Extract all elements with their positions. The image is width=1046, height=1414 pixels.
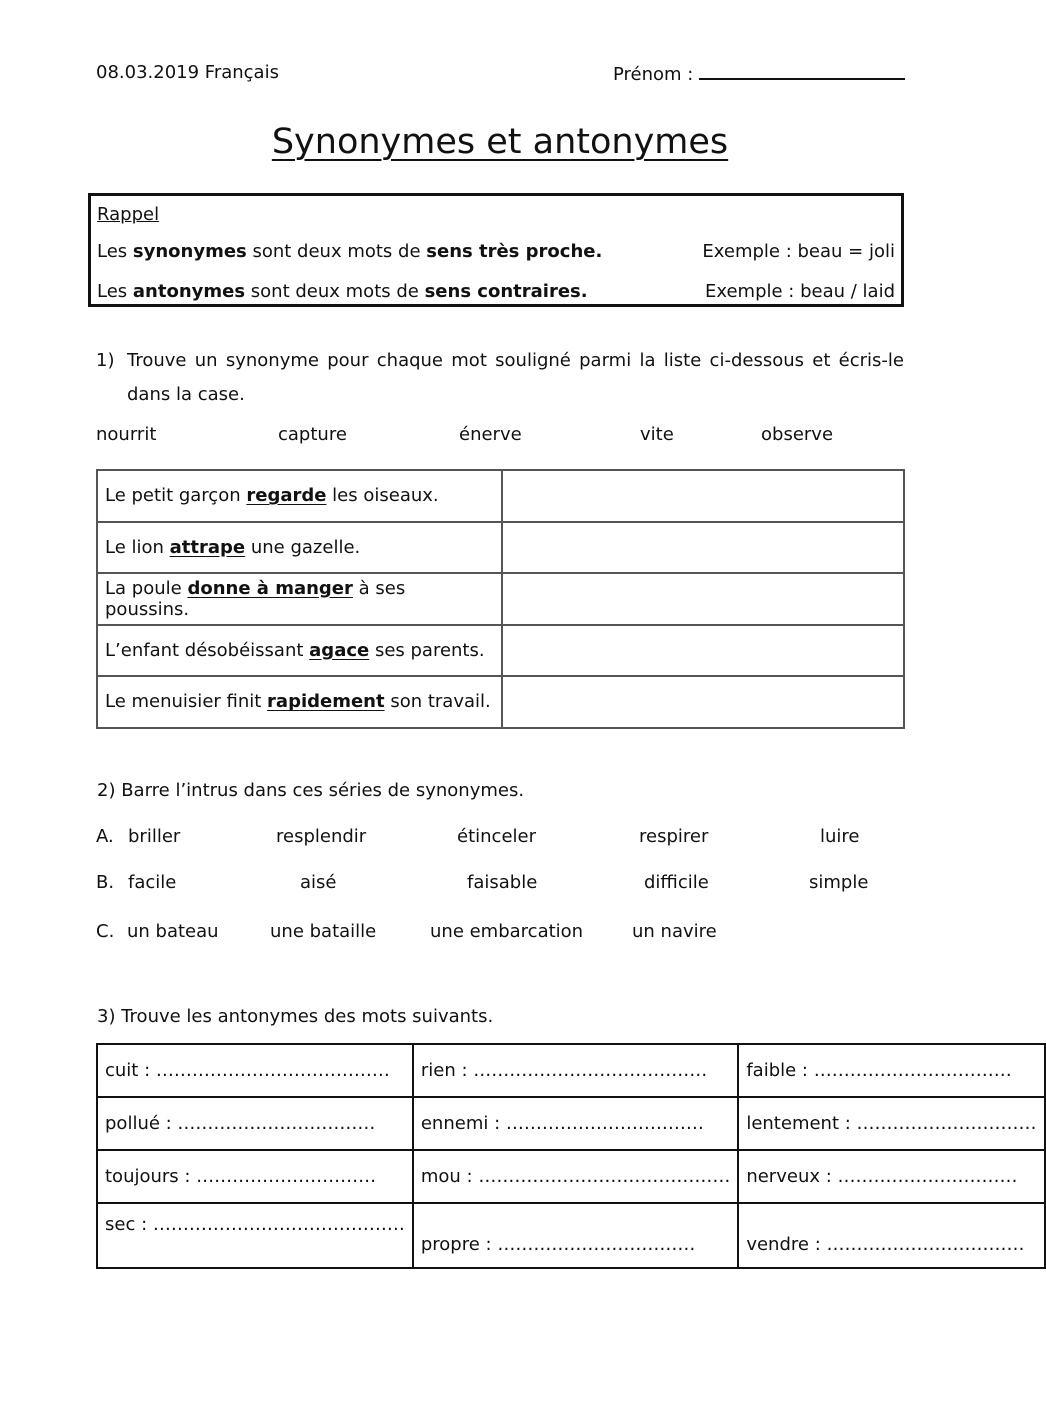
name-line[interactable] [699,62,905,80]
list-word: vite [640,424,674,445]
table-row [97,522,904,574]
antonym-cell[interactable]: nerveux : ………………………… [738,1150,1044,1203]
exercise3-instruction: 3) Trouve les antonymes des mots suivants. [97,1006,494,1027]
antonym-cell[interactable]: pollué : …………………………… [97,1097,413,1150]
answer-box[interactable] [502,470,904,522]
antonym-cell[interactable]: faible : …………………………… [738,1044,1044,1097]
series-word[interactable]: facile [128,872,177,893]
series-word[interactable]: une embarcation [430,921,584,942]
antonym-cell[interactable]: ennemi : …………………………… [413,1097,738,1150]
sentence-cell: Le menuisier finit rapidement son travail. [97,676,502,728]
date-subject: 08.03.2019 Français [96,62,279,83]
series-word[interactable]: resplendir [276,826,367,847]
antonym-cell[interactable]: rien : ………………………………… [413,1044,738,1097]
sentence-cell: Le petit garçon regarde les oiseaux. [97,470,502,522]
exercise1-instruction: 1) Trouve un synonyme pour chaque mot souligné parmi la liste ci-dessous et écris-le dans la case. [96,350,904,405]
answer-box[interactable] [502,522,904,574]
list-word: capture [278,424,347,445]
antonym-table [96,1043,1046,1269]
exercise2-instruction: 2) Barre l’intrus dans ces séries de synonymes. [97,780,525,801]
series-word[interactable]: étinceler [457,826,536,847]
table-row [97,625,904,677]
synonym-table [96,469,905,729]
antonym-cell[interactable]: mou : …………………………………… [413,1150,738,1203]
underlined-word: agace [309,639,370,661]
table-row [97,573,904,625]
antonym-cell[interactable]: toujours : ………………………… [97,1150,413,1203]
antonym-cell[interactable]: cuit : ………………………………… [97,1044,413,1097]
series-word[interactable]: respirer [639,826,709,847]
series-word[interactable]: luire [820,826,860,847]
antonym-cell[interactable]: vendre : …………………………… [738,1203,1044,1268]
antonym-cell[interactable]: propre : …………………………… [413,1203,738,1268]
sentence-cell: La poule donne à manger à ses poussins. [97,573,502,625]
name-label: Prénom : [613,64,694,85]
answer-box[interactable] [502,573,904,625]
table-row [97,676,904,728]
name-field[interactable] [613,62,905,85]
example-synonymes: Exemple : beau = joli [702,241,895,262]
underlined-word: attrape [169,536,246,558]
table-row [97,470,904,522]
list-word: observe [761,424,834,445]
table-row [97,1150,1045,1203]
page-title: Synonymes et antonymes [271,122,729,162]
sentence-cell: L’enfant désobéissant agace ses parents. [97,625,502,677]
series-word[interactable]: aisé [300,872,337,893]
answer-box[interactable] [502,676,904,728]
series-word[interactable]: un bateau [127,921,219,942]
antonym-cell[interactable]: sec : …………………………………… [97,1203,413,1268]
rappel-synonymes: Les synonymes sont deux mots de sens très proche. Exemple : beau = joli [97,241,895,262]
rappel-title: Rappel [97,204,160,225]
series-word[interactable]: simple [809,872,869,893]
answer-box[interactable] [502,625,904,677]
sentence-cell: Le lion attrape une gazelle. [97,522,502,574]
table-row [97,1044,1045,1097]
list-word: nourrit [96,424,157,445]
series-word[interactable]: un navire [632,921,717,942]
table-row [97,1203,1045,1268]
series-word[interactable]: une bataille [270,921,377,942]
example-antonymes: Exemple : beau / laid [705,281,895,302]
antonym-cell[interactable]: lentement : ………………………… [738,1097,1044,1150]
underlined-word: regarde [246,485,327,507]
series-word[interactable]: briller [128,826,181,847]
rappel-box [88,193,904,307]
list-word: énerve [459,424,522,445]
series-word[interactable]: faisable [467,872,538,893]
series-word[interactable]: difficile [644,872,709,893]
underlined-word: rapidement [267,691,385,713]
table-row [97,1097,1045,1150]
rappel-antonymes: Les antonymes sont deux mots de sens contraires. Exemple : beau / laid [97,281,895,302]
underlined-word: donne à manger [187,577,353,599]
